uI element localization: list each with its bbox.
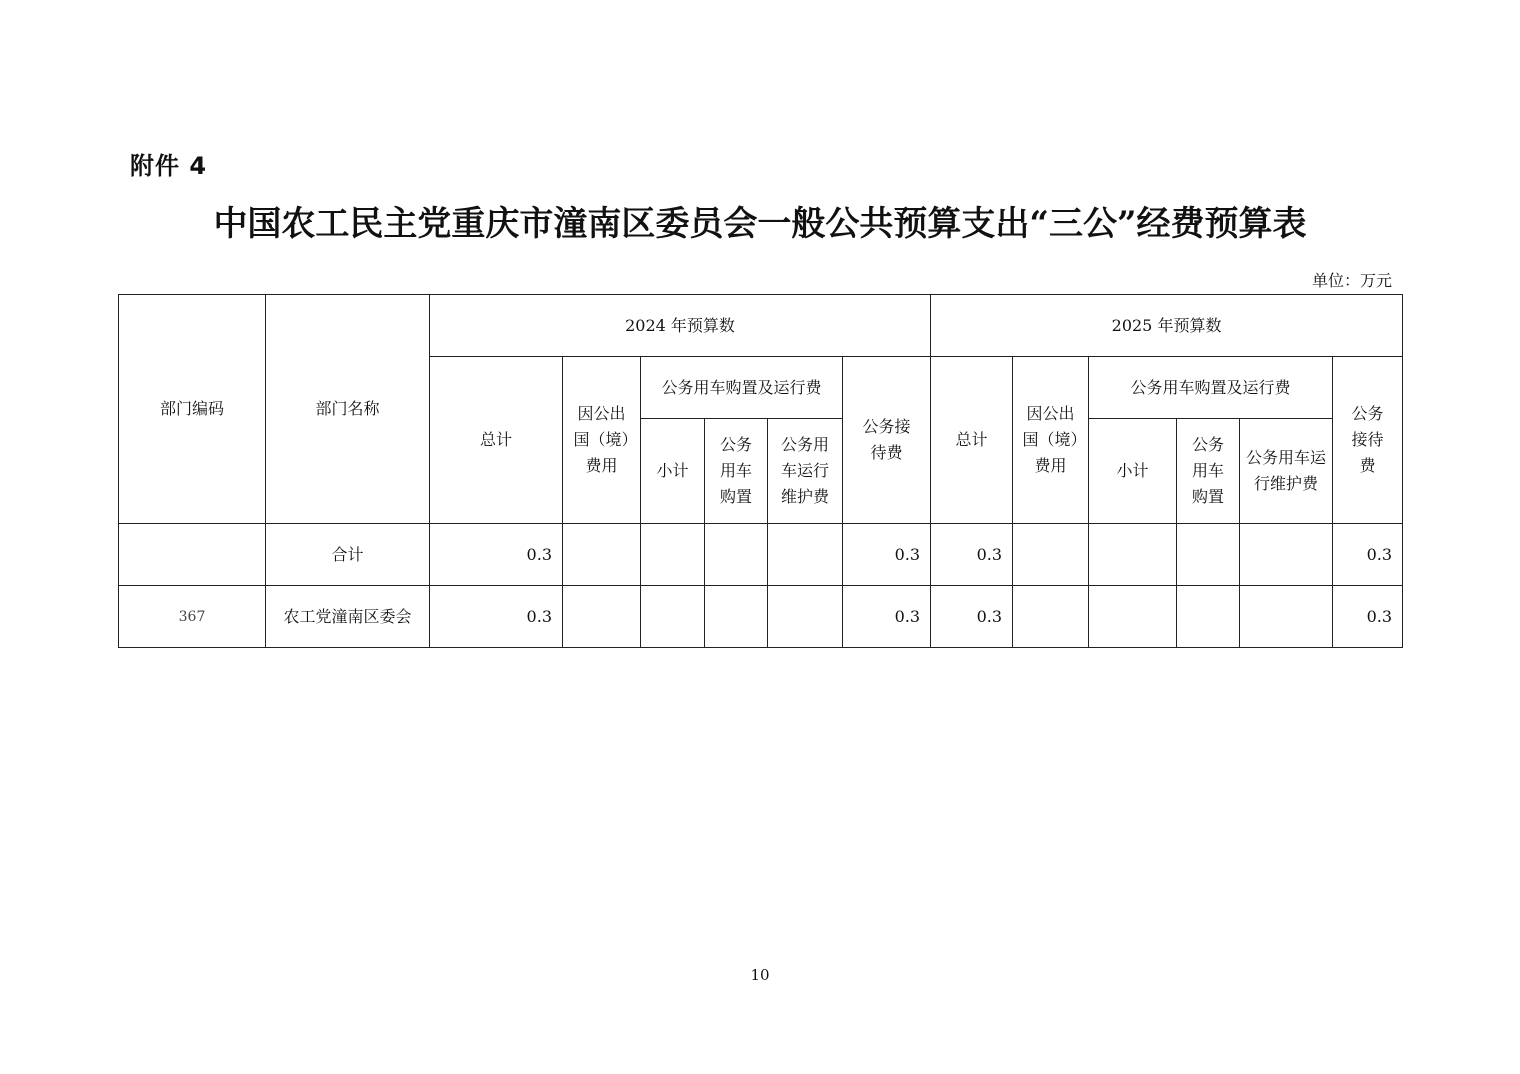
attachment-label: 附件 4 (130, 152, 208, 180)
header-vehicle-running-2025: 公务用车运行维护费 (1240, 419, 1333, 524)
cell-total-2024: 0.3 (430, 586, 563, 648)
table-row (119, 586, 1403, 648)
header-vehicle-purchase-2024: 公务用车购置 (705, 419, 768, 524)
cell-subtotal-2024 (641, 586, 705, 648)
header-reception-2025: 公务接待费 (1333, 357, 1403, 524)
header-vehicle-running-2024: 公务用车运行维护费 (768, 419, 843, 524)
header-dept-code: 部门编码 (119, 295, 266, 524)
cell-reception-2025: 0.3 (1333, 586, 1403, 648)
cell-running-2024 (768, 524, 843, 586)
cell-reception-2025: 0.3 (1333, 524, 1403, 586)
header-vehicle-purchase-2025: 公务用车购置 (1177, 419, 1240, 524)
header-reception-2024: 公务接待费 (843, 357, 931, 524)
table-row (119, 524, 1403, 586)
cell-abroad-2024 (563, 586, 641, 648)
cell-code: 367 (119, 586, 266, 648)
page-number: 10 (750, 966, 770, 984)
cell-subtotal-2025 (1089, 524, 1177, 586)
cell-reception-2024: 0.3 (843, 586, 931, 648)
cell-running-2025 (1240, 586, 1333, 648)
header-subtotal-2025: 小计 (1089, 419, 1177, 524)
cell-total-2024: 0.3 (430, 524, 563, 586)
header-vehicle-2025: 公务用车购置及运行费 (1089, 357, 1333, 419)
page-title: 中国农工民主党重庆市潼南区委员会一般公共预算支出“三公”经费预算表 (213, 204, 1307, 244)
header-vehicle-2024: 公务用车购置及运行费 (641, 357, 843, 419)
header-2025: 2025 年预算数 (931, 295, 1403, 357)
cell-subtotal-2025 (1089, 586, 1177, 648)
header-subtotal-2024: 小计 (641, 419, 705, 524)
cell-total-2025: 0.3 (931, 586, 1013, 648)
cell-purchase-2025 (1177, 586, 1240, 648)
cell-abroad-2024 (563, 524, 641, 586)
cell-total-2025: 0.3 (931, 524, 1013, 586)
header-2024: 2024 年预算数 (430, 295, 931, 357)
header-abroad-2024: 因公出国（境）费用 (563, 357, 641, 524)
cell-name: 农工党潼南区委会 (266, 586, 430, 648)
cell-running-2024 (768, 586, 843, 648)
header-abroad-2025: 因公出国（境）费用 (1013, 357, 1089, 524)
cell-purchase-2025 (1177, 524, 1240, 586)
cell-subtotal-2024 (641, 524, 705, 586)
header-dept-name: 部门名称 (266, 295, 430, 524)
header-total-2024: 总计 (430, 357, 563, 524)
cell-abroad-2025 (1013, 586, 1089, 648)
cell-purchase-2024 (705, 524, 768, 586)
header-total-2025: 总计 (931, 357, 1013, 524)
budget-table (118, 294, 1403, 648)
unit-label: 单位：万元 (1311, 271, 1392, 290)
cell-reception-2024: 0.3 (843, 524, 931, 586)
cell-purchase-2024 (705, 586, 768, 648)
cell-code (119, 524, 266, 586)
cell-running-2025 (1240, 524, 1333, 586)
cell-abroad-2025 (1013, 524, 1089, 586)
cell-name: 合计 (266, 524, 430, 586)
